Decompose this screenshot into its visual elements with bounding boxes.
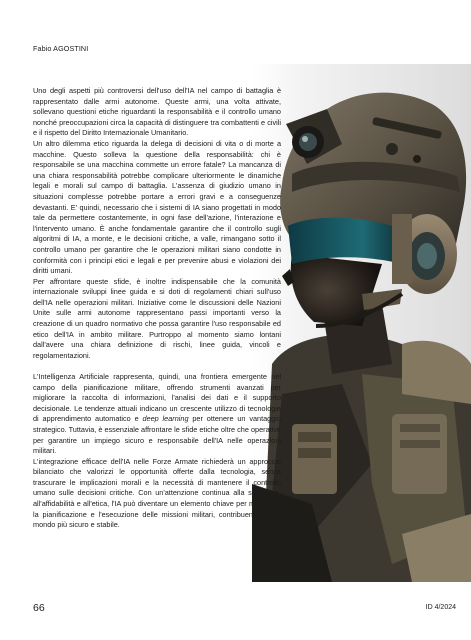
paragraph-4-end: per ottenere un vantaggio strategico. Tuttavia, è essenziale affrontare le sfide etiche oltre che operative per garantire un impiego sicuro e responsabile dell'IA nelle operazioni militari.: [33, 414, 281, 456]
author-name: Fabio AGOSTINI: [33, 44, 89, 53]
deep-learning-term: deep learning: [142, 414, 189, 424]
paragraph-2: Un altro dilemma etico riguarda la delega di decisioni di vita o di morte a macchine. Questo solleva la questione della responsabilità: chi è responsabile se una macchina commette un errore fatale? La mancanza di una chiara responsabilità potrebbe complicare ulteriormente le dinamiche legali e morali sul campo di battaglia. L'assenza di giudizio umano in situazioni complesse potrebbe portare a errori gravi e a conseguenze devastanti. E' quindi, necessario che i sistemi di IA siano progettati in modo tale da permettere costantemente, in ogni fase dell'azione, l'interazione e l'intervento umano. È anche fondamentale garantire che il controllo sugli algoritmi di IA, a monte, e le decisioni critiche, a valle, rimangano sotto il controllo umano per garantire che le operazioni militari siano condotte in conformità con i principi etici e legali e per prevenire abusi e violazioni dei diritti umani.: [33, 138, 281, 276]
page-number: 66: [33, 602, 45, 614]
soldier-photo: [252, 64, 471, 582]
article-body: [33, 86, 281, 531]
paragraph-4-start: L'Intelligenza Artificiale rappresenta, quindi, una frontiera emergente nel campo della pianificazione militare, offrendo strumenti avanzati per migliorare la raccolta di informazioni, l'analisi dei dati e il supporto decisionale. Le tendenze attuali indicano un crescente utilizzo di tecnologie di apprendimento automatico e: [33, 371, 281, 424]
paragraph-5: L'integrazione efficace dell'IA nelle Forze Armate richiederà un approccio bilanciato che valorizzi le opportunità offerte dalla tecnologia, senza trascurare le implicazioni morali e la necessità di mantenere il controllo umano sulle decisioni critiche. Con un'attenzione continua alla sicurezza, all'affidabilità e all'etica, l'IA può diventare un elemento chiave per migliorare la pianificazione e l'esecuzione delle missioni militari, contribuendo a un mondo più sicuro e stabile.: [33, 456, 281, 530]
paragraph-3: Per affrontare queste sfide, è inoltre indispensabile che la comunità internazionale sviluppi linee guida e si doti di regolamenti chiari sull'uso dell'IA nelle operazioni militari. Iniziative come le discussioni delle Nazioni Unite sulle armi autonome rappresentano passi importanti verso la creazione di un quadro normativo che possa garantire l'uso responsabile ed etico dell'IA in ambito militare. Purtroppo al momento siamo lontani dall'avere una chiara definizione di rischi, linee guida, vincoli e regolamentazioni.: [33, 276, 281, 360]
issue-label: ID 4/2024: [425, 604, 456, 611]
paragraph-1: Uno degli aspetti più controversi dell'uso dell'IA nel campo di battaglia è rappresentato dalle armi autonome. Queste armi, una volta attivate, sollevano questioni etiche riguardanti la responsabilità e il controllo umano nonché preoccupazioni circa la capacità di distinguere tra combattenti e civili e il rispetto del Diritto Internazionale Umanitario.: [33, 86, 281, 138]
paragraph-4: [33, 372, 281, 457]
